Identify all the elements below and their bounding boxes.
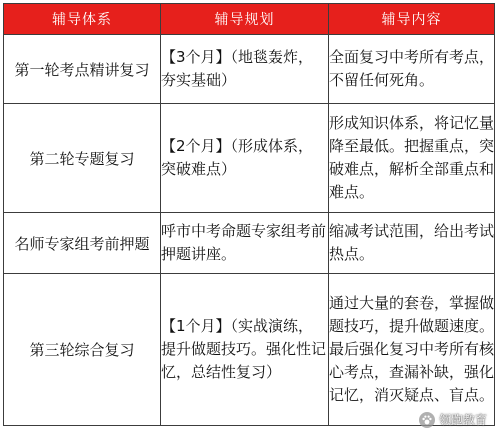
header-tutoring-content: 辅导内容 bbox=[329, 4, 495, 35]
tutoring-plan-cell: 【3个月】（地毯轰炸，夯实基础） bbox=[161, 35, 329, 104]
table-row bbox=[4, 104, 495, 213]
tutoring-plan-table bbox=[3, 3, 495, 426]
tutoring-content-cell: 形成知识体系，将记忆量降至最低。把握重点，突破难点，解析全部重点和难点。 bbox=[329, 104, 495, 213]
tutoring-system-cell: 名师专家组考前押题 bbox=[4, 213, 161, 274]
tutoring-plan-cell: 呼市中考命题专家组考前押题讲座。 bbox=[161, 213, 329, 274]
table-row bbox=[4, 35, 495, 104]
tutoring-system-cell: 第二轮专题复习 bbox=[4, 104, 161, 213]
header-tutoring-system: 辅导体系 bbox=[4, 4, 161, 35]
table-header-row bbox=[4, 4, 495, 35]
tutoring-system-cell: 第三轮综合复习 bbox=[4, 274, 161, 426]
tutoring-plan-cell: 【1个月】（实战演练，提升做题技巧。强化性记忆，总结性复习） bbox=[161, 274, 329, 426]
tutoring-content-cell: 通过大量的套卷，掌握做题技巧，提升做题速度。最后强化复习中考所有核心考点，查漏补缺，强化记忆，消灭疑点、盲点。 bbox=[329, 274, 495, 426]
tutoring-content-cell: 缩减考试范围，给出考试热点。 bbox=[329, 213, 495, 274]
header-tutoring-plan: 辅导规划 bbox=[161, 4, 329, 35]
watermark-text: 领跑教育 bbox=[438, 413, 487, 427]
watermark bbox=[419, 411, 487, 428]
tutoring-content-cell: 全面复习中考所有考点，不留任何死角。 bbox=[329, 35, 495, 104]
tutoring-system-cell: 第一轮考点精讲复习 bbox=[4, 35, 161, 104]
tutoring-plan-cell: 【2个月】（形成体系，突破难点） bbox=[161, 104, 329, 213]
table-row bbox=[4, 274, 495, 426]
table-row bbox=[4, 213, 495, 274]
paw-icon bbox=[419, 412, 435, 428]
